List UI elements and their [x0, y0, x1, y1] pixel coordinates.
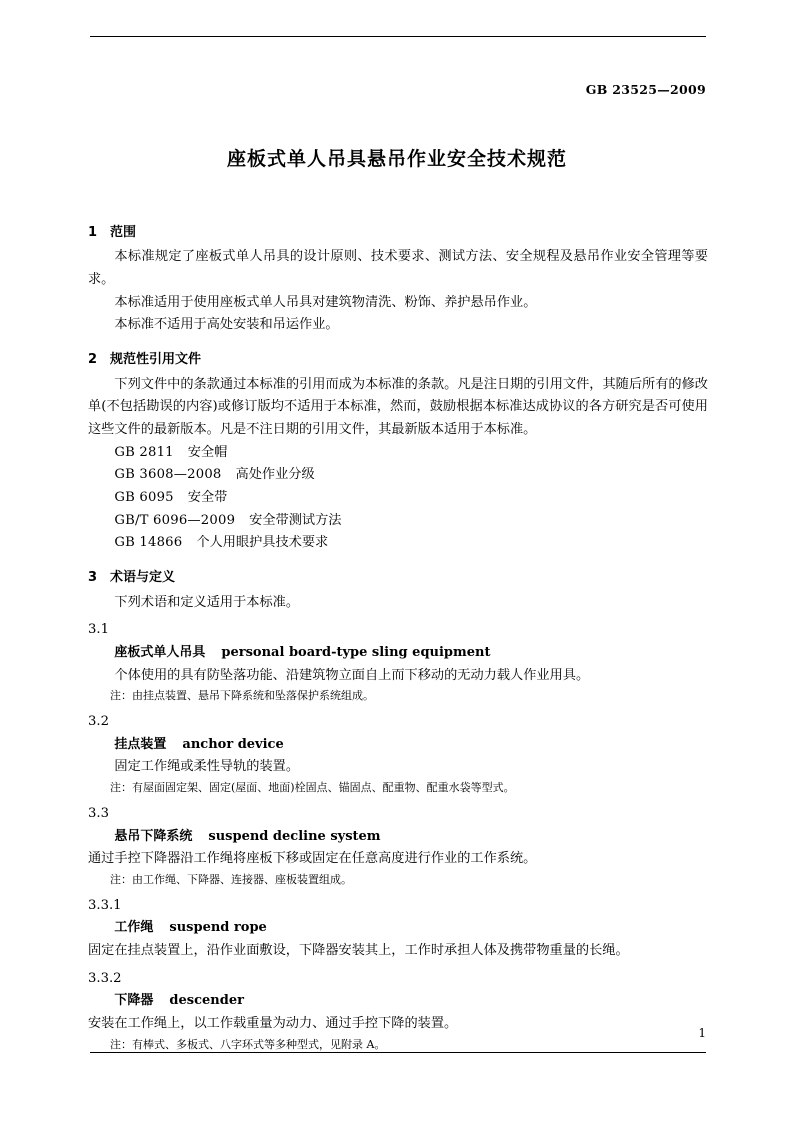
term-entry: [88, 917, 708, 940]
term-definition: 固定在挂点装置上，沿作业面敷设，下降器安装其上，工作时承担人体及携带物重量的长绳。: [88, 943, 629, 959]
reference-code: GB 14866: [114, 535, 183, 551]
term-name-en: suspend rope: [169, 920, 267, 936]
reference-item: [88, 442, 708, 465]
term-entry: [88, 826, 708, 849]
standard-code: GB 23525—2009: [585, 82, 706, 97]
term-note: 注：有屋面固定架、固定(屋面、地面)栓固点、锚固点、配重物、配重水袋等型式。: [110, 781, 515, 795]
reference-code: GB 3608—2008: [114, 467, 222, 483]
clause-number: 3.2: [88, 714, 109, 730]
clause-number: 3.1: [88, 622, 109, 638]
term-name-en: anchor device: [182, 736, 284, 752]
term-entry: [88, 990, 708, 1013]
term-definition: 通过手控下降器沿工作绳将座板下移或固定在任意高度进行作业的工作系统。: [88, 851, 537, 867]
header-rule: [90, 36, 706, 37]
reference-code: GB 2811: [114, 444, 174, 460]
term-name-en: descender: [169, 993, 244, 1009]
reference-item: [88, 487, 708, 510]
term-definition: 安装在工作绳上，以工作载重量为动力、通过手控下降的装置。: [88, 1016, 458, 1032]
section-heading-2: [88, 349, 708, 371]
reference-name: 安全带测试方法: [249, 512, 342, 528]
page-title: 座板式单人吊具悬吊作业安全技术规范: [226, 148, 567, 170]
section-number-1: 1: [88, 225, 98, 240]
term-name-cn: 座板式单人吊具: [114, 644, 206, 660]
section-title-2: 规范性引用文件: [110, 352, 202, 368]
section-heading-1: [88, 222, 708, 244]
term-entry: [88, 642, 708, 665]
reference-item: [88, 510, 708, 533]
term-name-en: personal board-type sling equipment: [221, 644, 491, 660]
section-3-paragraph-1: 下列术语和定义适用于本标准。: [114, 594, 300, 610]
term-definition: 个体使用的具有防坠落功能、沿建筑物立面自上而下移动的无动力载人作业用具。: [114, 667, 590, 683]
section-heading-3: [88, 567, 708, 589]
term-name-cn: 挂点装置: [114, 736, 167, 752]
section-2-paragraph-1: 下列文件中的条款通过本标准的引用而成为本标准的条款。凡是注日期的引用文件，其随后所有的修改单(不包括勘误的内容)或修订版均不适用于本标准，然而，鼓励根据本标准达成协议的各方研究是否可使用这些文件的最新版本。凡是不注日期的引用文件，其最新版本适用于本标准。: [88, 376, 708, 437]
document-body: [88, 210, 708, 1055]
section-1-paragraph-2: 本标准适用于使用座板式单人吊具对建筑物清洗、粉饰、养护悬吊作业。: [114, 294, 537, 310]
clause-number: 3.3.2: [88, 970, 122, 986]
section-number-2: 2: [88, 352, 98, 368]
reference-name: 高处作业分级: [235, 467, 315, 483]
term-name-cn: 工作绳: [114, 920, 154, 936]
section-number-3: 3: [88, 570, 98, 586]
section-1-paragraph-3: 本标准不适用于高处安装和吊运作业。: [114, 317, 339, 333]
reference-code: GB 6095: [114, 490, 174, 506]
clause-number: 3.3: [88, 805, 109, 821]
term-name-cn: 下降器: [114, 993, 154, 1009]
term-name-cn: 悬吊下降系统: [114, 828, 193, 844]
section-title-3: 术语与定义: [110, 570, 176, 586]
reference-item: [88, 464, 708, 487]
section-title-1: 范围: [110, 225, 137, 240]
page-number: 1: [698, 1026, 706, 1040]
reference-name: 安全带: [187, 490, 228, 506]
term-note: 注：由工作绳、下降器、连接器、座板装置组成。: [110, 872, 352, 886]
term-definition: 固定工作绳或柔性导轨的装置。: [114, 759, 300, 775]
clause-number: 3.3.1: [88, 897, 122, 913]
term-note: 注：由挂点装置、悬吊下降系统和坠落保护系统组成。: [110, 689, 374, 703]
reference-name: 安全帽: [187, 444, 228, 460]
term-name-en: suspend decline system: [208, 828, 381, 844]
reference-code: GB/T 6096—2009: [114, 512, 236, 528]
section-1-paragraph-1: 本标准规定了座板式单人吊具的设计原则、技术要求、测试方法、安全规程及悬吊作业安全管理等要求。: [88, 249, 708, 288]
term-note: 注：有棒式、多板式、八字环式等多种型式，见附录 A。: [110, 1037, 386, 1051]
reference-item: [88, 532, 708, 555]
term-entry: [88, 734, 708, 757]
reference-name: 个人用眼护具技术要求: [196, 535, 329, 551]
